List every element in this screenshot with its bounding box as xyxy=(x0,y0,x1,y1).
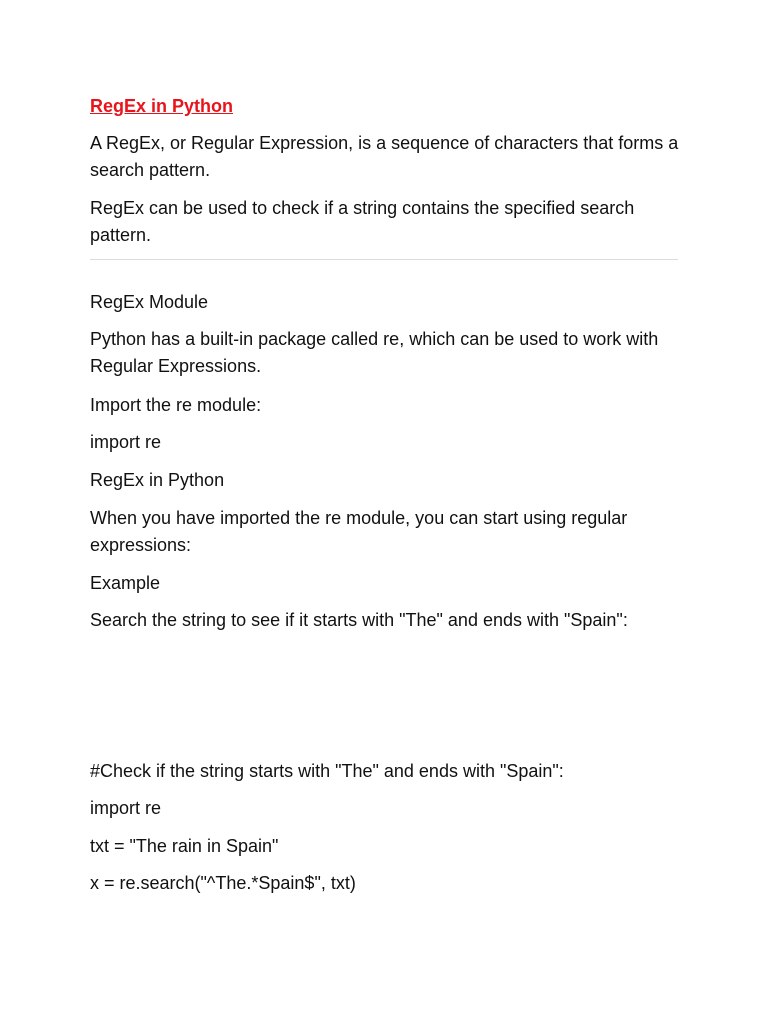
section-divider xyxy=(90,259,678,260)
code-line-import: import re xyxy=(90,798,162,818)
section-description: Python has a built-in package called re, which can be used to work with Regular Expressions. xyxy=(90,329,659,376)
import-code: import re xyxy=(90,432,162,452)
usage-paragraph: When you have imported the re module, you can start using regular expressions: xyxy=(90,508,628,555)
intro-paragraph-2: RegEx can be used to check if a string contains the specified search pattern. xyxy=(90,198,635,245)
code-line-comment: #Check if the string starts with "The" and ends with "Spain": xyxy=(90,761,564,781)
intro-paragraph-1: A RegEx, or Regular Expression, is a sequence of characters that forms a search pattern. xyxy=(90,133,679,180)
example-description: Search the string to see if it starts with "The" and ends with "Spain": xyxy=(90,610,628,630)
import-label: Import the re module: xyxy=(90,395,262,415)
example-label: Example xyxy=(90,573,161,593)
document-title: RegEx in Python xyxy=(90,96,234,116)
section-subheading: RegEx in Python xyxy=(90,470,225,490)
code-line-txt: txt = "The rain in Spain" xyxy=(90,836,279,856)
section-heading: RegEx Module xyxy=(90,292,209,312)
code-line-search: x = re.search("^The.*Spain$", txt) xyxy=(90,873,356,893)
